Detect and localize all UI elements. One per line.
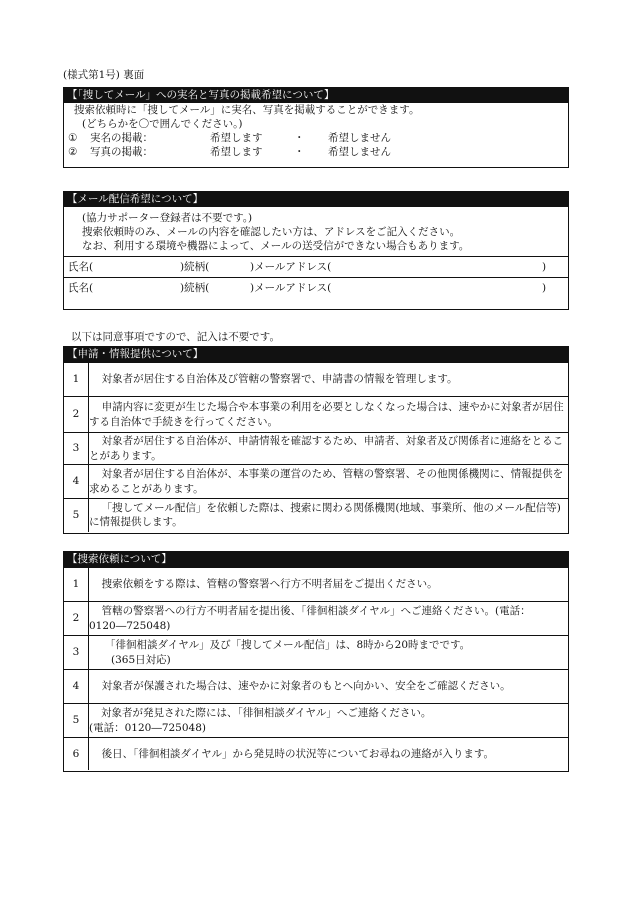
table-row xyxy=(64,499,568,532)
intro-line: 捜索依頼時のみ、メールの内容を確認したい方は、アドレスをご記入ください。 xyxy=(82,226,461,239)
item-text: 「捜してメール配信」を依頼した際は、捜索に関わる関係機関(地域、事業所、他のメール配信等)に情報提供します。 xyxy=(89,499,569,532)
form-number: (様式第1号) 裏面 xyxy=(63,69,145,81)
option-label: 写真の掲載： xyxy=(90,146,153,159)
item-text-line: (365日対応) xyxy=(111,653,171,666)
option-label: 実名の掲載： xyxy=(90,132,153,145)
agreement-note: 以下は同意事項ですので、記入は不要です。 xyxy=(71,331,280,343)
option-yes[interactable]: 希望します xyxy=(210,132,263,145)
item-text xyxy=(89,704,569,738)
application-info-section xyxy=(63,346,569,534)
email-field[interactable]: )メールアドレス( xyxy=(250,260,332,273)
item-text: 対象者が居住する自治体が、本事業の運営のため、管轄の警察署、その他関係機関に、情報提供を求めることがあります。 xyxy=(89,465,569,499)
option-photo xyxy=(64,145,568,159)
name-field[interactable]: 氏名( xyxy=(68,260,94,273)
items-table xyxy=(64,362,568,532)
item-text: 後日、「徘徊相談ダイヤル」から発見時の状況等についてお尋ねの連絡が入ります。 xyxy=(89,738,569,770)
table-row xyxy=(64,397,568,433)
name-field[interactable]: 氏名( xyxy=(68,281,94,294)
section-header: 【申請・情報提供について】 xyxy=(64,347,568,362)
option-no[interactable]: 希望しません xyxy=(328,146,391,159)
item-text: 対象者が居住する自治体が、申請情報を確認するため、申請者、対象者及び関係者に連絡をとることがあります。 xyxy=(89,433,569,465)
item-text-line: 対象者が発見された際には、「徘徊相談ダイヤル」へご連絡ください。 xyxy=(101,707,432,720)
search-request-section xyxy=(63,551,569,772)
table-row xyxy=(64,433,568,465)
item-text: 申請内容に変更が生じた場合や本事業の利用を必要としなくなった場合は、速やかに対象者が居住する自治体で手続きを行ってください。 xyxy=(89,397,569,433)
intro-line: 捜索依頼時に「捜してメール」に実名、写真を掲載することができます。 xyxy=(74,104,420,116)
section-header: 【「捜してメール」への実名と写真の掲載希望について】 xyxy=(64,88,568,103)
item-number: 5 xyxy=(64,704,89,738)
item-text-line: 「徘徊相談ダイヤル」及び「捜してメール配信」は、8時から20時までです。 xyxy=(105,639,471,652)
field-close: ) xyxy=(542,260,547,273)
section-header: 【捜索依頼について】 xyxy=(64,552,568,567)
items-table xyxy=(64,567,568,770)
item-number: 5 xyxy=(64,499,89,532)
option-number: ① xyxy=(68,132,78,145)
item-text: 管轄の警察署への行方不明者届を提出後、「徘徊相談ダイヤル」へご連絡ください。(電話：0120―725048) xyxy=(89,602,569,636)
email-field[interactable]: )メールアドレス( xyxy=(250,281,332,294)
intro-line: なお、利用する環境や機器によって、メールの送受信ができない場合もあります。 xyxy=(82,240,470,253)
item-number: 4 xyxy=(64,465,89,499)
relation-field[interactable]: )続柄( xyxy=(180,281,210,294)
option-real-name xyxy=(64,131,568,145)
item-number: 6 xyxy=(64,738,89,770)
option-separator: ・ xyxy=(294,146,305,159)
email-entry-row[interactable] xyxy=(64,256,568,277)
table-row xyxy=(64,636,568,670)
item-number: 2 xyxy=(64,397,89,433)
item-number: 1 xyxy=(64,568,89,602)
item-text: 対象者が居住する自治体及び管轄の警察署で、申請書の情報を管理します。 xyxy=(89,363,569,397)
option-number: ② xyxy=(68,146,78,159)
table-row xyxy=(64,568,568,602)
section-header: 【メール配信希望について】 xyxy=(64,192,568,207)
item-number: 4 xyxy=(64,670,89,704)
email-entry-row[interactable] xyxy=(64,277,568,298)
table-row xyxy=(64,738,568,770)
table-row xyxy=(64,363,568,397)
intro-line: (協力サポーター登録者は不要です。) xyxy=(82,212,253,224)
option-no[interactable]: 希望しません xyxy=(328,132,391,145)
item-number: 1 xyxy=(64,363,89,397)
item-number: 3 xyxy=(64,433,89,465)
item-number: 3 xyxy=(64,636,89,670)
item-text-line: (電話：0120―725048) xyxy=(89,721,206,734)
table-row xyxy=(64,670,568,704)
item-text xyxy=(89,636,569,670)
table-row xyxy=(64,465,568,499)
option-separator: ・ xyxy=(294,132,305,145)
item-text: 対象者が保護された場合は、速やかに対象者のもとへ向かい、安全をご確認ください。 xyxy=(89,670,569,704)
relation-field[interactable]: )続柄( xyxy=(180,260,210,273)
email-delivery-section xyxy=(63,191,569,310)
option-yes[interactable]: 希望します xyxy=(210,146,263,159)
intro-line: (どちらかを〇で囲んでください。) xyxy=(82,118,243,131)
table-row xyxy=(64,704,568,738)
real-name-photo-section xyxy=(63,87,569,168)
field-close: ) xyxy=(542,281,547,294)
item-number: 2 xyxy=(64,602,89,636)
table-row xyxy=(64,602,568,636)
item-text: 捜索依頼をする際は、管轄の警察署へ行方不明者届をご提出ください。 xyxy=(89,568,569,602)
